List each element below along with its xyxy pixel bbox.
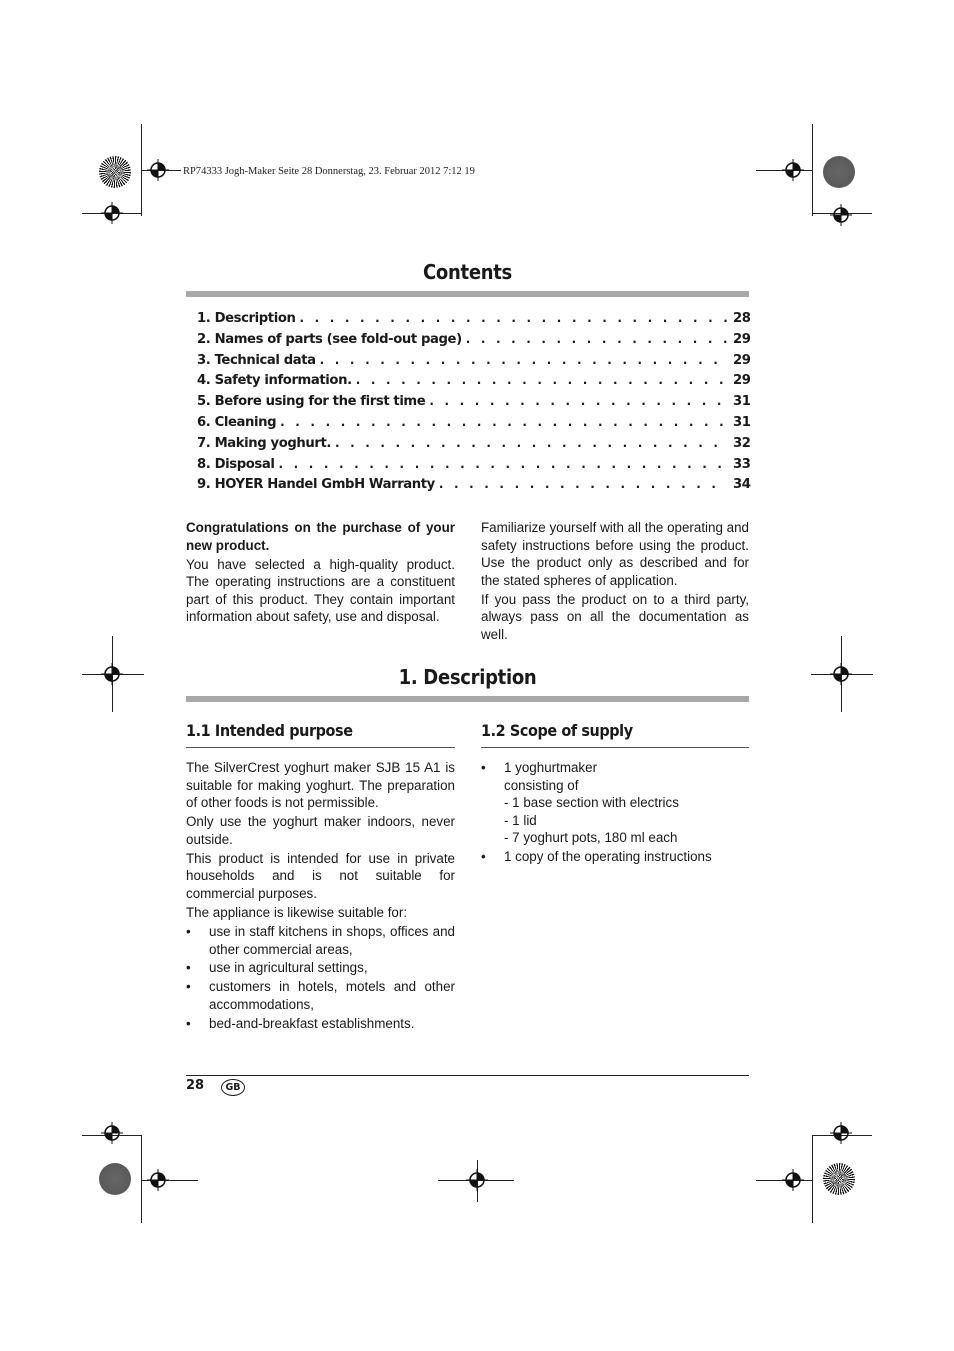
crop-mark: [141, 1135, 142, 1223]
toc-entry[interactable]: 4. Safety information. . . . 29: [197, 373, 749, 394]
paragraph: The SilverCrest yoghurt maker SJB 15 A1 is suitable for making yoghurt. The preparation of other foods is not permissible.: [186, 760, 455, 811]
supply-sub-item: - 1 base section with electrics: [504, 795, 679, 811]
paragraph: Only use the yoghurt maker indoors, never outside.: [186, 814, 455, 847]
registration-mark-icon: [101, 202, 123, 224]
toc-entry[interactable]: 5. Before using for the first time . . . 31: [197, 394, 749, 415]
supply-item-label: • 1 yoghurtmaker: [504, 760, 598, 775]
crop-mark: [812, 1135, 813, 1223]
supply-sub-item: - 1 lid: [504, 812, 537, 828]
toc-entry[interactable]: 7. Making yoghurt. . . . 32: [197, 436, 749, 457]
supply-sub-item: - 7 yoghurt pots, 180 ml each: [504, 830, 678, 846]
toc-entry[interactable]: 3. Technical data . . . 29: [197, 353, 749, 374]
registration-mark-icon: [830, 1122, 852, 1144]
starburst-icon: [99, 156, 131, 188]
intro-right-column: [481, 519, 749, 645]
toc-entry[interactable]: 9. HOYER Handel GmbH Warranty . . . 34: [197, 477, 749, 498]
intro-paragraph: You have selected a high-quality product. The operating instructions are a constituent part of this product. They contain important information about safety, use and disposal.: [186, 556, 455, 625]
toc-entry[interactable]: 6. Cleaning . . . 31: [197, 415, 749, 436]
list-item: • use in staff kitchens in shops, offices and other commercial areas,: [186, 923, 455, 958]
contents-title-bar: [186, 291, 749, 297]
footer-rule: [186, 1075, 749, 1076]
supply-sub-item: consisting of: [504, 777, 579, 793]
supply-list: [481, 759, 749, 866]
starburst-icon: [823, 1163, 855, 1195]
registration-mark-icon: [147, 1169, 169, 1191]
description-title-bar: [186, 696, 749, 702]
page-number: 28: [186, 1078, 205, 1093]
registration-mark-icon: [830, 204, 852, 226]
print-slug: RP74333 Jogh-Maker Seite 28 Donnerstag, 23. Februar 2012 7:12 19: [183, 166, 475, 177]
intro-paragraph: If you pass the product on to a third party, always pass on all the documentation as well.: [481, 591, 749, 642]
paragraph: This product is intended for use in private households and is not suitable for commercial purposes.: [186, 850, 455, 901]
toc-entry[interactable]: 1. Description . . . 28: [197, 311, 749, 332]
description-title: 1. Description: [398, 665, 537, 689]
table-of-contents: [197, 311, 749, 498]
scope-of-supply-body: [481, 759, 749, 867]
intro-paragraph: Familiarize yourself with all the operating and safety instructions before using the product. Use the product only as described and for the stated spheres of application.: [481, 520, 749, 588]
language-badge: GB: [221, 1079, 245, 1096]
intro-heading: Congratulations on the purchase of your new product.: [186, 520, 455, 553]
heading-rule: [186, 747, 455, 748]
intended-purpose-heading: 1.1 Intended purpose: [186, 721, 353, 740]
list-item: • 1 copy of the operating instructions: [481, 848, 749, 866]
registration-mark-icon: [830, 663, 852, 685]
intro-left-column: [186, 519, 455, 627]
registration-mark-icon: [101, 1122, 123, 1144]
registration-mark-icon: [782, 1169, 804, 1191]
toc-entry[interactable]: 2. Names of parts (see fold-out page) . . . 29: [197, 332, 749, 353]
intended-purpose-body: [186, 759, 455, 1034]
heading-rule: [481, 747, 749, 748]
list-item: • use in agricultural settings,: [186, 959, 455, 977]
paragraph: The appliance is likewise suitable for:: [186, 904, 408, 920]
suitability-list: [186, 923, 455, 1033]
list-item: • customers in hotels, motels and other accommodations,: [186, 978, 455, 1013]
registration-mark-icon: [147, 159, 169, 181]
contents-title: Contents: [423, 260, 512, 284]
list-item: • bed-and-breakfast establishments.: [186, 1015, 455, 1033]
gray-patch-icon: [823, 156, 855, 188]
registration-mark-icon: [782, 159, 804, 181]
gray-patch-icon: [99, 1163, 131, 1195]
scope-of-supply-heading: 1.2 Scope of supply: [481, 721, 633, 740]
list-item: [481, 759, 749, 847]
registration-mark-icon: [101, 663, 123, 685]
registration-mark-icon: [466, 1169, 488, 1191]
toc-entry[interactable]: 8. Disposal . . . 33: [197, 457, 749, 478]
